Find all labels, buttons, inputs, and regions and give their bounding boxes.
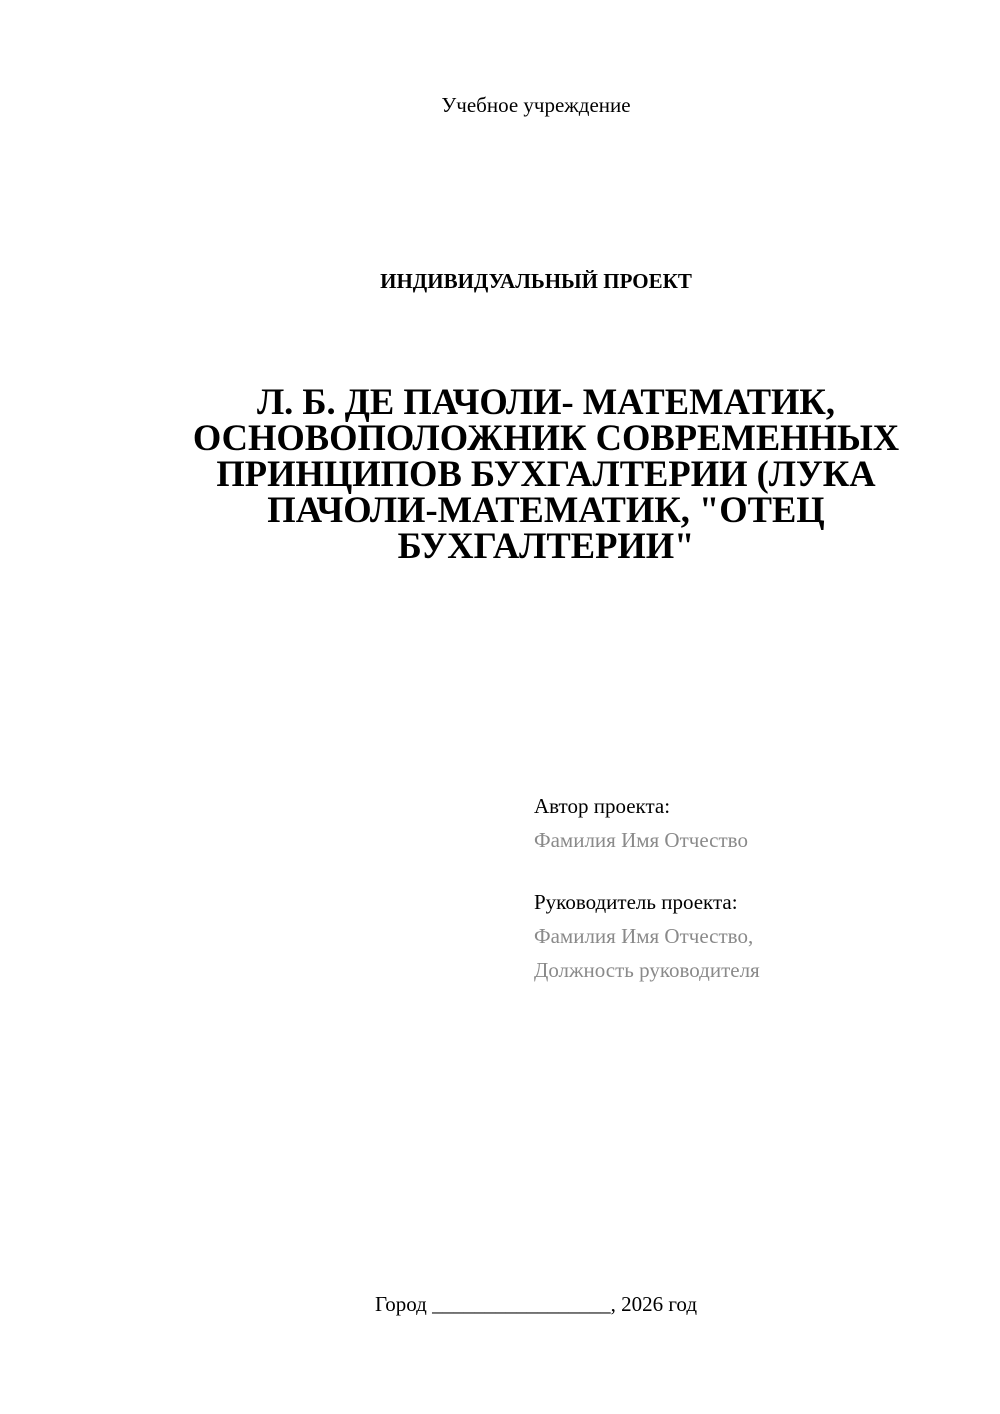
supervisor-position: Должность руководителя — [534, 958, 760, 982]
institution-name: Учебное учреждение — [441, 93, 631, 117]
credits-spacer — [534, 857, 974, 885]
project-title-line: Л. Б. ДЕ ПАЧОЛИ- МАТЕМАТИК, — [256, 381, 836, 422]
author-label: Автор проекта: — [534, 794, 671, 818]
project-title — [160, 381, 932, 566]
project-type-heading: ИНДИВИДУАЛЬНЫЙ ПРОЕКТ — [380, 269, 692, 293]
supervisor-label: Руководитель проекта: — [534, 890, 738, 914]
city-year-line: Город _________________, 2026 год — [374, 1292, 698, 1316]
author-name: Фамилия Имя Отчество — [534, 828, 748, 852]
project-title-line: БУХГАЛТЕРИИ" — [397, 525, 695, 566]
project-title-line: ОСНОВОПОЛОЖНИК СОВРЕМЕННЫХ — [192, 417, 900, 458]
project-title-line: ПРИНЦИПОВ БУХГАЛТЕРИИ (ЛУКА — [216, 453, 876, 494]
supervisor-name: Фамилия Имя Отчество, — [534, 924, 754, 948]
project-title-line: ПАЧОЛИ-МАТЕМАТИК, "ОТЕЦ — [267, 489, 825, 530]
project-credits — [534, 789, 974, 987]
